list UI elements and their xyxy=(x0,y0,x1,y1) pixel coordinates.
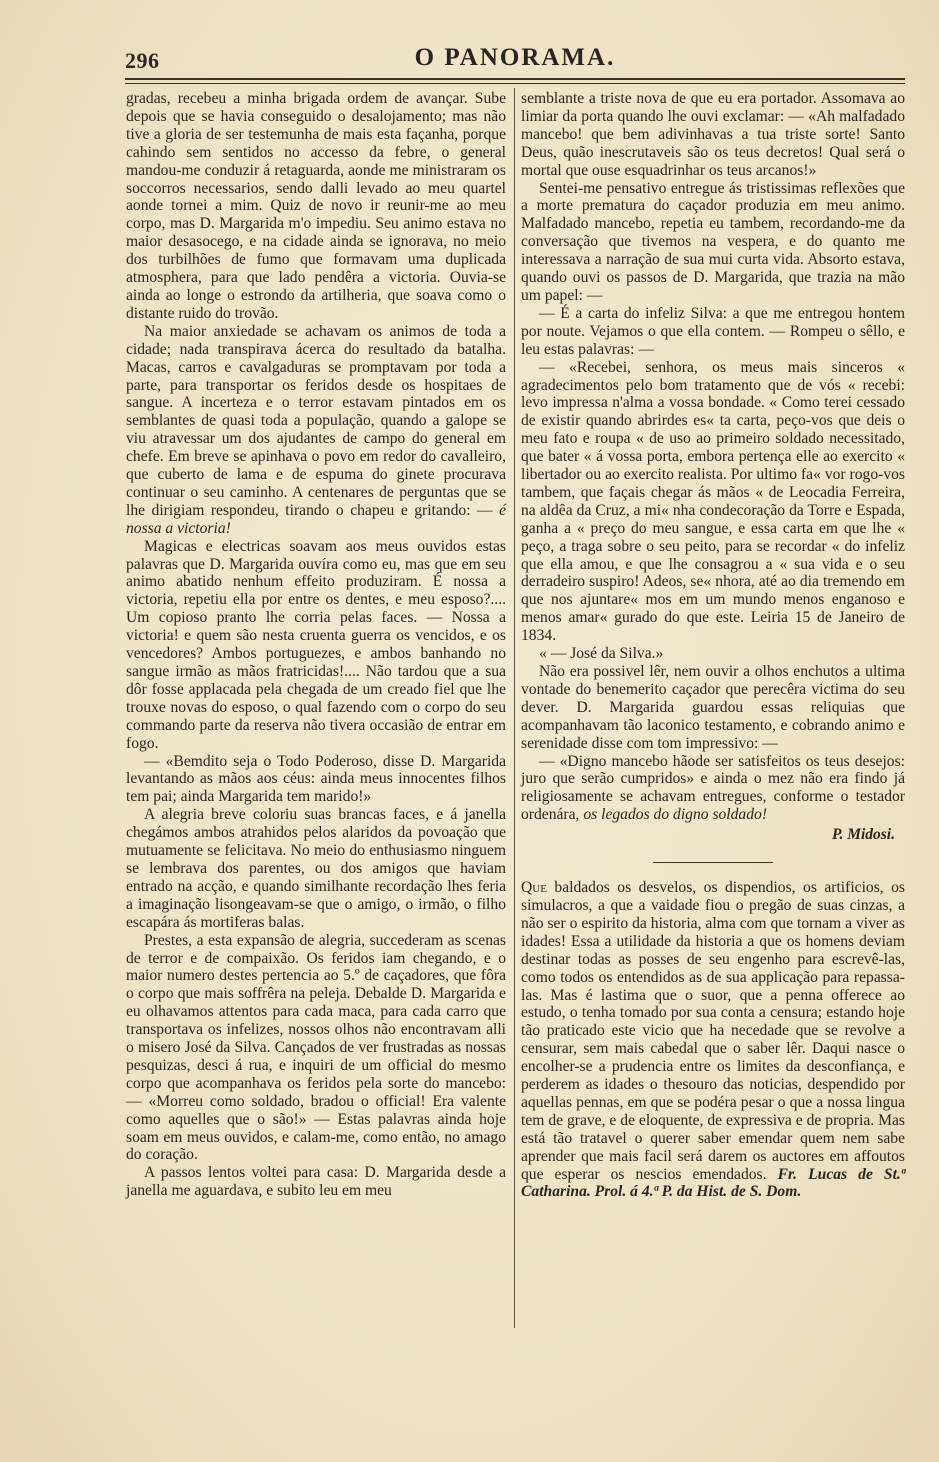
essay-paragraph xyxy=(521,879,905,1201)
author-signature: P. Midosi. xyxy=(831,826,895,844)
paragraph: Prestes, a esta expansão de alegria, succederam as scenas de terror e de compaixão. Os feridos iam chegando, e o maior numero destes pertencia ao 5.º de caçadores, que fôra o corpo que mais soffrêra na peleja. Debalde D. Margarida e eu olhavamos attentos para cada maca, para cada carro que transportava os infelizes, nossos olhos não encontravam alli o misero José da Silva. Cançados de ver frustradas as nossas pesquizas, desci á rua, e inquiri de um official do mesmo corpo que acompanhava os feridos pela sorte do mancebo: — «Morreu como soldado, bradou o official! Era valente como aquelles que o são!» — Estas palavras ainda hoje soam em meus ouvidos, e calam-me, como então, no amago do coração. xyxy=(126,931,506,1164)
journal-title: O PANORAMA. xyxy=(414,44,616,71)
paragraph: Sentei-me pensativo entregue ás tristissimas reflexões que a morte prematura do caçador produzia em meu animo. Malfadado mancebo, repetia eu tambem, recordando-me da conversação que tivemos na vespera, e do quanto me interessava a narração de sua mui curta vida. Absorto estava, quando ouvi os passos de D. Margarida, que trazia na mão um papel: — xyxy=(521,179,905,304)
right-column xyxy=(521,90,905,1201)
paragraph: gradas, recebeu a minha brigada ordem de avançar. Sube depois que se havia conseguido o desalojamento; mas não tive a gloria de ser testemunha de mais esta façanha, porque cahindo sem sentidos no accesso da febre, o general mandou-me conduzir á retaguarda, aonde me ministraram os soccorros necessarios, sendo dalli levado ao meu quartel aonde tornei a mim. Quiz de novo ir reunir-me ao meu corpo, mas D. Margarida m'o impediu. Seu animo estava no maior desasocego, e na cidade ainda se ignorava, no meio dos turbilhões de fumo que formavam uma duplicada atmosphera, para que lado pendêra a victoria. Ouvia-se ainda ao longe o estrondo da artilheria, que soava como o distante ruido do trovão. xyxy=(126,90,506,322)
section-rule xyxy=(653,862,773,863)
letter-text: — «Recebei, senhora, os meus mais sinceros « agradecimentos pelo bom tratamento que de vós « recebi: levo impressa n'alma a vossa bondade. « Como terei cessado de existir quando abrirdes es« ta carta, peço-vos que deis o meu fato e roupa « de uso ao primeiro soldado necessitado, que bater « á vossa porta, embora pertença elle ao exercito « libertador ou ao exercito realista. Por ultimo fa« vor rogo-vos tambem, que façais chegar ás mãos « de Leocadia Ferreira, na aldêa da Cruz, a mi« nha condecoração da Torre e Espada, ganha a « preço do meu sangue, e essa carta em que lhe « peço, a traga sobre o seu peito, para se recordar « do infeliz que ella amou, e que lhe consagrou a « sua vida e o seu derradeiro suspiro! Adeos, se« nhora, até ao dia tremendo em que nos ajuntare« mos em um mundo menos enganoso e menos amar« gurado do que este. Leiria 15 de Janeiro de 1834. xyxy=(521,358,905,645)
essay-first-word: Que xyxy=(521,879,547,897)
header-rule xyxy=(125,78,905,84)
paragraph-text: — «Digno mancebo hãode ser satisfeitos os teus desejos: juro que serão cumpridos» e ainda o mez não era findo já religiosamente se achavam entregues, conforme o testador ordenára, xyxy=(521,752,905,824)
paragraph-text: Na maior anxiedade se achavam os animos de toda a cidade; nada transpirava ácerca do resultado da batalha. Macas, carros e cavalgaduras se promptavam por toda a parte, para transportar os feridos desde os hospitaes de sangue. A incerteza e o terror estavam pintados em os semblantes de quasi toda a população, quando a galope se viu atravessar um dos ajudantes de campo do general em chefe. Em breve se apinhava o povo em redor do cavalleiro, que cuberto de lama e de espuma do ginete procurava continuar o seu caminho. A centenares de perguntas que se lhe dirigiam respondeu, tirando o chapeu e gritando: — xyxy=(126,322,506,519)
page-header xyxy=(125,44,905,74)
exclamation-italic: é nossa a victoria! xyxy=(126,501,506,537)
paragraph: semblante a triste nova de que eu era portador. Assomava ao limiar da porta quando lhe ouvi exclamar: — «Ah malfadado mancebo! que bem adivinhavas a tua triste sorte! Santo Deus, quão inescrutaveis são os teus decretos! Qual será o mortal que ouse esquadrinhar os teus arcanos!» xyxy=(521,90,905,179)
essay-source: Fr. Lucas de St.ª Catharina. Prol. á 4.ª P. da Hist. de S. Dom. xyxy=(521,1165,905,1201)
left-column xyxy=(126,90,506,1200)
closing-italic: os legados do digno soldado! xyxy=(583,806,768,824)
page-number: 296 xyxy=(125,48,160,73)
paragraph xyxy=(126,323,506,538)
paragraph: Não era possivel lêr, nem ouvir a olhos enchutos a ultima vontade do benemerito caçador que perecêra victima do seu dever. D. Margarida guardou essas reliquias que acompanhavam tão laconico testamento, e cobrando animo e serenidade disse com tom impressivo: — xyxy=(521,663,905,752)
essay-text: baldados os desvelos, os dispendios, os artificios, os simulacros, a que a vaidade fiou o pregão de suas cinzas, a não ser o espirito da historia, alma com que tornam a viver as idades! Essa a utilidade da historia a que os homens deviam destinar todas as posses de seu engenho para escrevê-las, como todos os entendidos as de sua applicação para repassa-las. Mas é lastima que o suor, que a penna offerece ao estudo, o tenha tomado por sua conta a censura; estando hoje tão praticado este vicio que ha necedade que se revolve a censurar, sem mais cabedal que o saber lêr. Daqui nasce o encolher-se a prudencia entre os limites da desconfiança, e perderem as idades o thesouro das noticias, despendido por aquellas pennas, em que se podéra pesar o que a nossa lingua tem de grave, e de eloquente, de expressiva e de propria. Mas está tão tratavel o querer saber emendar quem nem sabe aprender que mais facil será darem os auctores em affoutos que esperar os nescios emendados. xyxy=(521,879,905,1183)
paragraph: A alegria breve coloriu suas brancas faces, e á janella chegámos ambos atrahidos pelos alaridos da povoação que mutuamente se felicitava. No meio do enthusiasmo ninguem se lembrava dos parentes, ou dos amigos que haviam entrado na acção, e quando similhante recordação lhes feria a imaginação lisongeavam-se que o amigo, o irmão, o filho escapára ás mortiferas balas. xyxy=(126,806,506,931)
column-divider xyxy=(514,88,515,1328)
paragraph: Magicas e electricas soavam aos meus ouvidos estas palavras que D. Margarida ouvíra como eu, mas que em seu animo abatido nenhum effeito produziram. É nossa a victoria, repetiu ella por entre os dentes, e meu esposo?.... Um copioso pranto lhe corria pelas faces. — Nossa a victoria! e quem são nesta cruenta guerra os vencidos, e os vencedores? Ambos portuguezes, e ambos banhando no sangue irmão as mãos fratricidas!.... Não tardou que a sua dôr fosse applacada pela chegada de um creado fiel que lhe trouxe novas do esposo, o qual fazendo com o corpo do seu commando parte da reserva não tivera occasião de entrar em fogo. xyxy=(126,537,506,752)
paragraph: — É a carta do infeliz Silva: a que me entregou hontem por noute. Vejamos o que ella contem. — Rompeu o sêllo, e leu estas palavras: — xyxy=(521,304,905,358)
letter-signature: « — José da Silva.» xyxy=(539,645,664,663)
paragraph: — «Bemdito seja o Todo Poderoso, disse D. Margarida levantando as mãos aos céus: ainda meus innocentes filhos tem pai; ainda Margarida tem marido!» xyxy=(126,752,506,806)
paragraph: A passos lentos voltei para casa: D. Margarida desde a janella me aguardava, e subito leu em meu xyxy=(126,1164,506,1200)
paragraph xyxy=(521,753,905,825)
